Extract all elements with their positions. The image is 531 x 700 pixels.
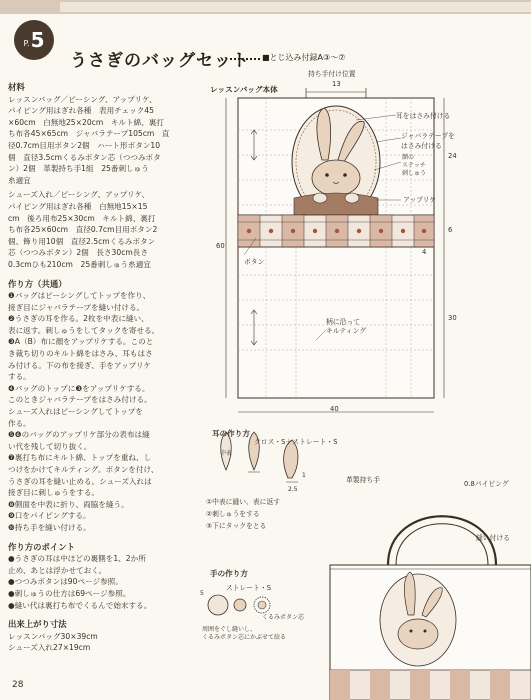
finished-size-bag: レッスンバッグ30×39cm [8, 631, 98, 641]
dim-4: 4 [422, 248, 427, 256]
applique-label: アップリケ [403, 196, 437, 204]
ear-attach-note: 耳をはさみ付ける [396, 112, 451, 120]
pattern-diagrams [196, 60, 531, 700]
page-number: 28 [12, 680, 24, 690]
point-3: ●刺しゅうの仕方は69ページ参照。 [8, 588, 131, 598]
hand-heading: 手の作り方 [210, 569, 248, 578]
piping-label: 0.8パイピング [464, 480, 509, 488]
face-stitch-note: 顔の ステッチ 刺しゅう [402, 154, 427, 177]
step-2: ❷うさぎの耳を作る。2枚を中表に縫い、 表に返す。刺しゅうをしてタックを寄せる。 [8, 314, 160, 335]
point-2: ●つつみボタンは90ページ参照。 [8, 577, 123, 587]
jabara-note: ジャバラテープを はさみ付ける [401, 132, 455, 150]
points-heading: 作り方のポイント [8, 541, 75, 552]
ear-middle-label: 中表 [220, 450, 233, 457]
materials-lesson-bag: レッスンバッグ／ピーシング、アップリケ、 パイピング用はぎれ各種 表用チェック45 ×60cm 白無地25×20cm キルト綿、裏打 ち布各45×65cm ジャバラテープ105cm 直 径0.7cm目用ボタン2個 ハート形ボタン10 個 直径3.5cmくるみボタン芯（つつみボタ ン）2個 革製持ち手1組 25番刺しゅう 糸適宜 [8, 94, 170, 185]
hand-core-label: くるみボタン芯 [262, 614, 305, 621]
instructions-column [8, 78, 188, 654]
ear-step-2: ②刺しゅうをする [206, 510, 260, 518]
dim-24: 24 [448, 152, 457, 160]
dim-13: 13 [332, 80, 341, 88]
dim-6: 6 [448, 226, 453, 234]
ear-dim-1: 1 [302, 472, 306, 479]
hand-diagram [208, 595, 270, 615]
leather-handle-label: 革製持ち手 [346, 476, 380, 484]
hand-dim-5: 5 [200, 590, 204, 597]
step-4: ❹バッグのトップに❸をアップリケする。 このときジャバラテープをはさみ付ける。 シューズ入れはピーシングしてトップを 作る。 [8, 383, 152, 428]
ear-step-3: ③下にタックをとる [206, 522, 267, 530]
handle-position-label: 持ち手付け位置 [308, 70, 356, 78]
dim-60: 60 [216, 242, 225, 250]
rabbit-face [312, 160, 360, 196]
pattern-drawings [196, 60, 531, 700]
page-title: うさぎのバッグセット [70, 51, 250, 71]
page-prefix: P. [23, 38, 30, 48]
materials-shoes-case: シューズ入れ／ピーシング、アップリケ、 パイピング用はぎれ各種 白無地15×15 cm 後ろ用布25×30cm キルト綿、裏打 ち布各25×60cm 直径0.7cm目用ボタン2 個、飾り用10個 直径2.5cmくるみボタン 芯（つつみボタン）2個 長さ30cm長さ 0.3cmひも210cm 25番刺しゅう糸適宜 [8, 190, 158, 269]
finished-heading: 出来上がり寸法 [8, 619, 67, 630]
dim-40: 40 [330, 405, 339, 413]
page-tag-number: 5 [30, 28, 45, 52]
step-3: ❸A（B）布に顔をアップリケする。このと き裁ち切りのキルト綿をはさみ、耳もはさ み付ける。下の布を接ぎ、手をアップリケ する。 [8, 337, 154, 382]
header-band [60, 2, 531, 12]
quilting-note: 柄に沿って キルティング [326, 318, 367, 335]
step-7: ❽側面を中表に折り、両脇を縫う。 [8, 499, 129, 509]
steps-heading: 作り方（共通） [8, 278, 67, 289]
ear-heading: 耳の作り方 [212, 429, 250, 438]
step-8: ❾口をパイピングする。 [8, 511, 91, 521]
sew-on-label: 縫い付ける [476, 534, 510, 542]
page-tag [14, 20, 54, 60]
ear-stitch-label: クロス・S＋ストレート・S [254, 438, 338, 446]
step-6: ❼裏打ち布にキルト綿、トップを重ね、し つけをかけてキルティング。ボタンを付け、 うさぎの耳を縫い止める。シューズ入れは 接ぎ目に刺しゅうをする。 [8, 453, 159, 498]
hand-note: 周囲をぐし縫いし、 くるみボタン芯にかぶせて絞る [202, 626, 287, 641]
hand-straight-label: ストレート・S [226, 584, 272, 592]
step-5: ❺❻のバッグのアップリケ部分の表布は縫 い代を残して切り抜く。 [8, 430, 150, 451]
step-9: ❿持ち手を縫い付ける。 [8, 522, 91, 532]
point-1: ●うさぎの耳は中ほどの裏側を1、2か所 止め、あとは浮かせておく。 [8, 554, 146, 575]
dim-30: 30 [448, 314, 457, 322]
bag-body-heading: レッスンバッグ本体 [210, 85, 278, 94]
materials-heading: 材料 [8, 82, 25, 92]
step-1: ❶バッグはピーシングしてトップを作り、 接ぎ目にジャバラテープを縫い付ける。 [8, 291, 151, 312]
finished-size-shoes: シューズ入れ27×19cm [8, 643, 91, 653]
button-label: ボタン [244, 258, 265, 266]
point-4: ●縫い代は裏打ち布でくるんで始末する。 [8, 600, 152, 610]
appendix-ref: ■とじ込み付録A③〜⑦ [262, 53, 346, 62]
ear-dim-25: 2.5 [288, 486, 298, 493]
bag-finished-view [330, 516, 531, 700]
ear-step-1: ①中表に縫い、表に返す [206, 498, 281, 506]
